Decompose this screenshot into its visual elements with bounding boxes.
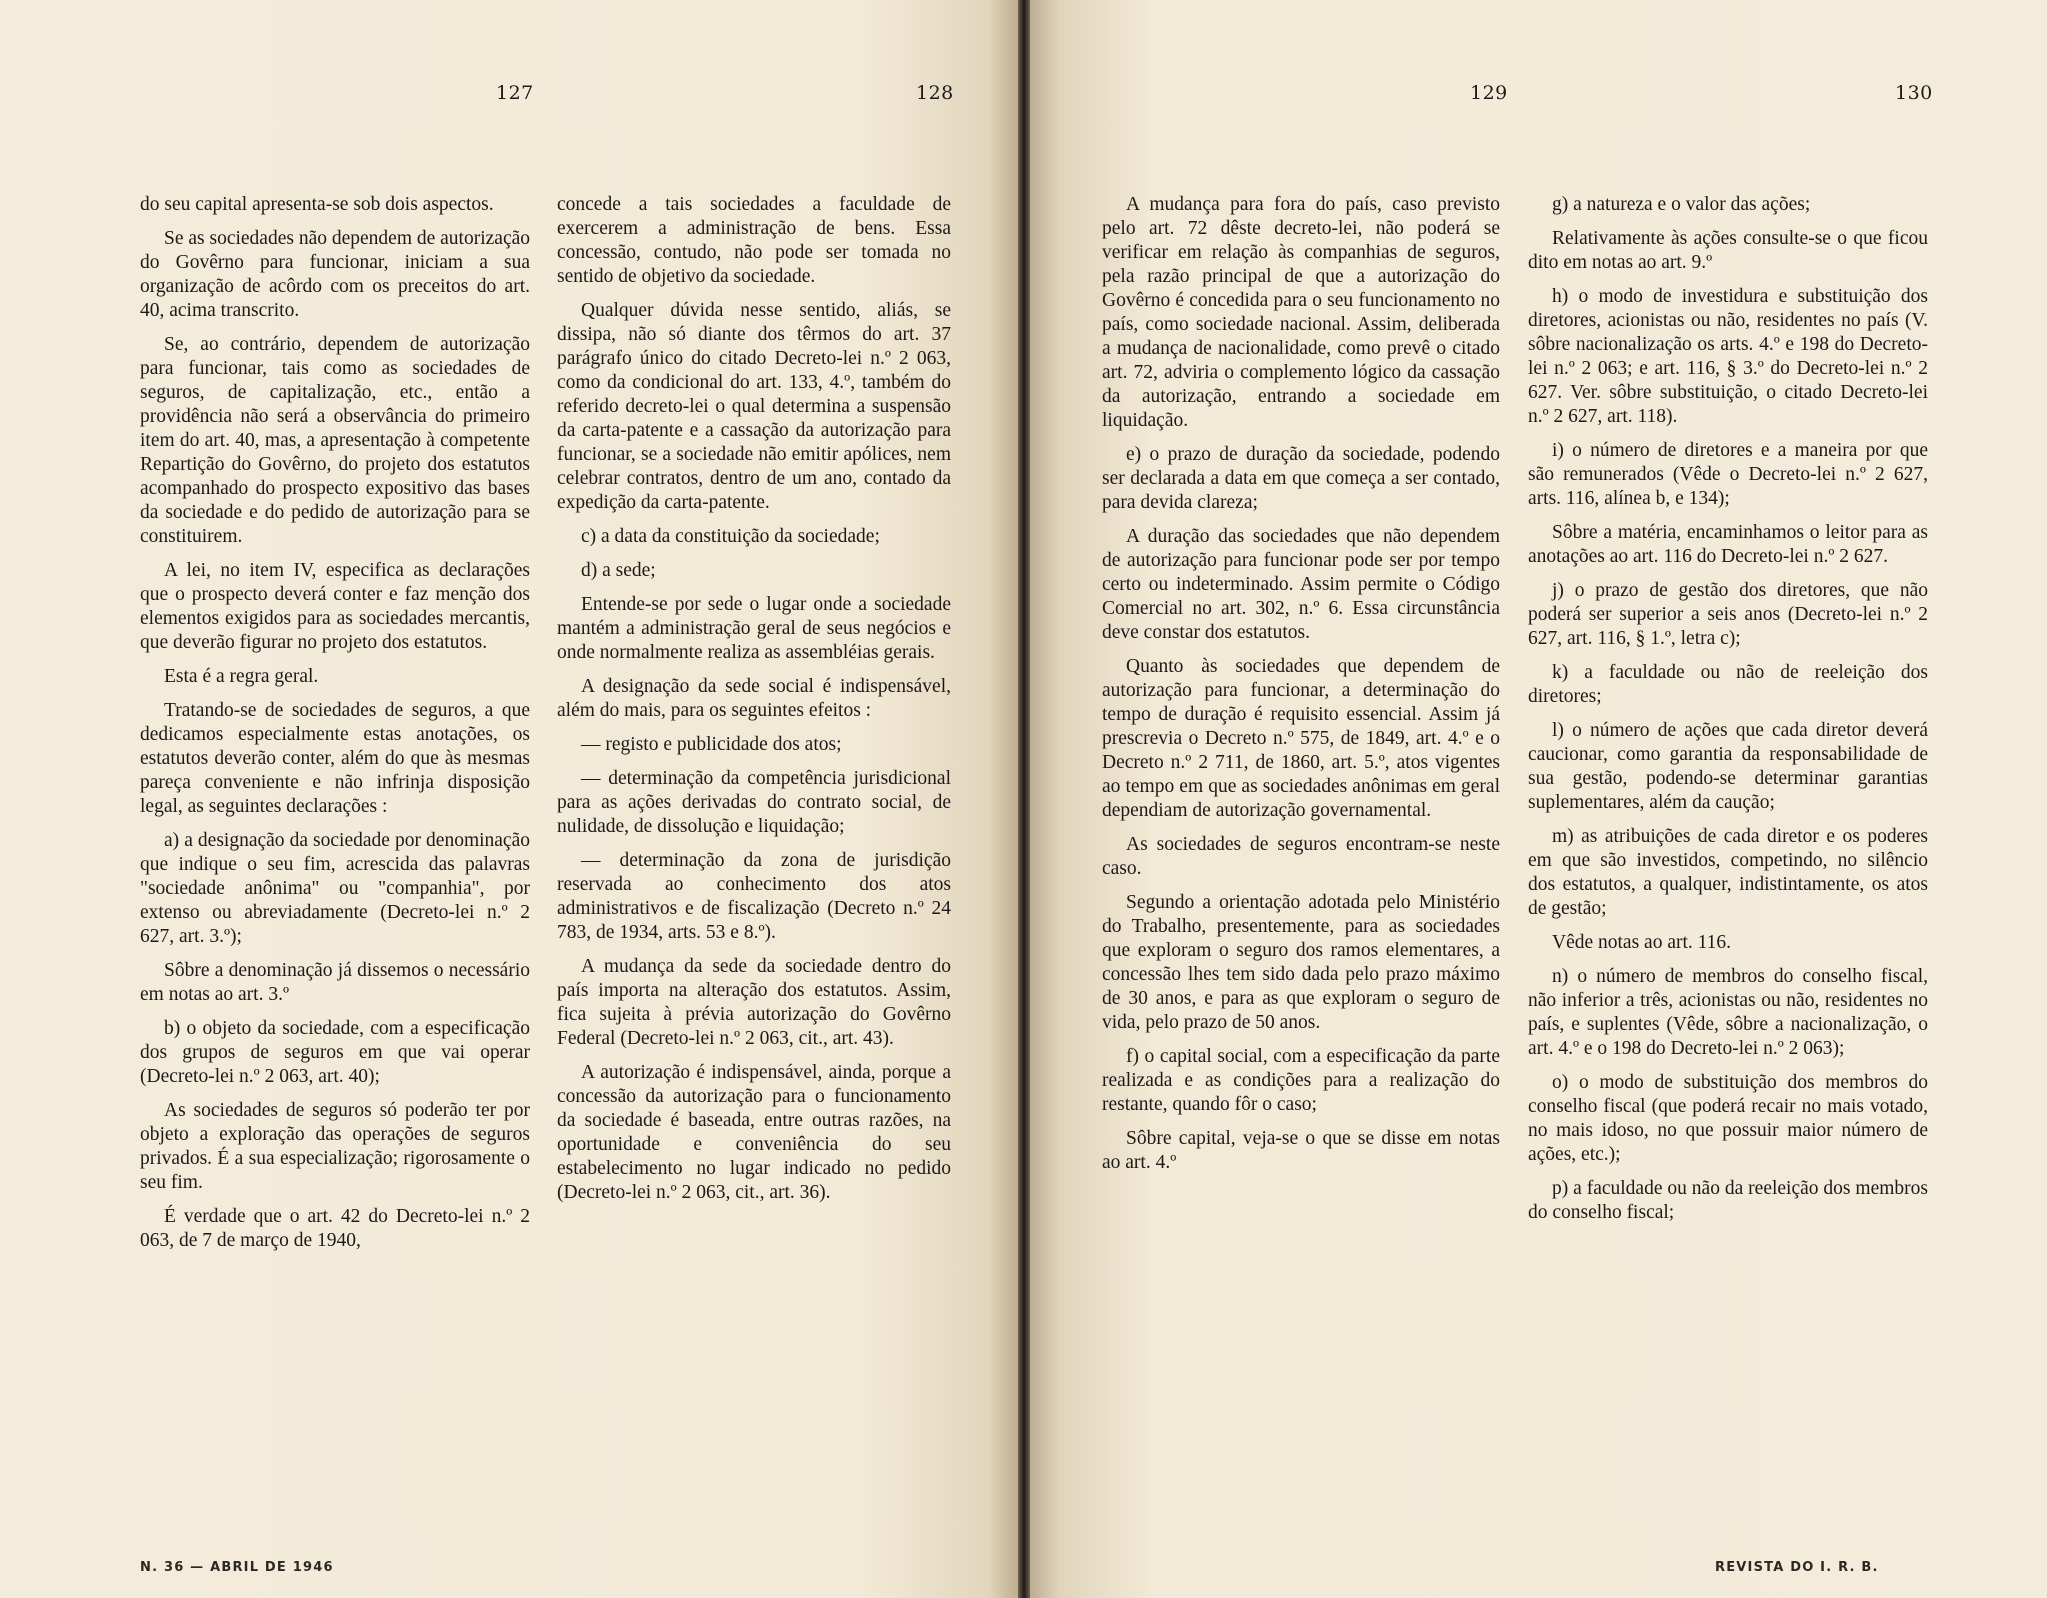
paragraph: A lei, no item IV, especifica as declarações que o prospecto deverá conter e faz menção dos elementos exigidos para as sociedades mercantis, que deverão figurar no projeto dos estatutos. [140, 560, 530, 653]
right-leaf [1030, 0, 2047, 1598]
page-number-127: 127 [496, 82, 534, 104]
paragraph: f) o capital social, com a especificação da parte realizada e as condições para a realização do restante, quando fôr o caso; [1102, 1046, 1500, 1115]
paragraph: n) o número de membros do conselho fiscal, não inferior a três, acionistas ou não, residentes no país, e suplentes (Vêde, sôbre a nacionalização, o art. 4.º e o 198 do Decreto-lei n.º 2 063); [1528, 966, 1928, 1059]
footer-journal: REVISTA DO I. R. B. [1715, 1560, 1879, 1575]
paragraph: A autorização é indispensável, ainda, porque a concessão da autorização para o funcionamento da sociedade é baseada, entre outras razões, na oportunidade e conveniência do seu estabelecimento no lugar indicado no pedido (Decreto-lei n.º 2 063, cit., art. 36). [557, 1062, 951, 1203]
paragraph: k) a faculdade ou não de reeleição dos diretores; [1528, 662, 1928, 707]
paragraph: A designação da sede social é indispensável, além do mais, para os seguintes efeitos : [557, 676, 951, 721]
paragraph: a) a designação da sociedade por denominação que indique o seu fim, acrescida das palavras "sociedade anônima" ou "companhia", por extenso ou abreviadamente (Decreto-lei n.º 2 627, art. 3.º); [140, 830, 530, 947]
paragraph: Sôbre a matéria, encaminhamos o leitor para as anotações ao art. 116 do Decreto-lei n.º 2 627. [1528, 522, 1928, 567]
paragraph: j) o prazo de gestão dos diretores, que não poderá ser superior a seis anos (Decreto-lei n.º 2 627, art. 116, § 1.º, letra c); [1528, 580, 1928, 649]
paragraph: Quanto às sociedades que dependem de autorização para funcionar, a determinação do tempo de duração é requisito essencial. Assim já prescrevia o Decreto n.º 575, de 1849, art. 4.º e o Decreto n.º 2 711, de 1860, art. 5.º, atos vigentes ao tempo em que as sociedades anônimas em geral dependiam de autorização governamental. [1102, 656, 1500, 821]
paragraph: — determinação da competência jurisdicional para as ações derivadas do contrato social, de nulidade, de dissolução e liquidação; [557, 768, 951, 837]
paragraph: A duração das sociedades que não dependem de autorização para funcionar pode ser por tempo certo ou indeterminado. Assim permite o Código Comercial no art. 302, n.º 6. Essa circunstância deve constar dos estatutos. [1102, 526, 1500, 643]
book-gutter [1018, 0, 1030, 1598]
left-leaf [0, 0, 1018, 1598]
paragraph: h) o modo de investidura e substituição dos diretores, acionistas ou não, residentes no país (V. sôbre nacionalização os arts. 4.º e 198 do Decreto-lei n.º 2 063; e art. 116, § 3.º do Decreto-lei n.º 2 627. Ver. sôbre substituição, o citado Decreto-lei n.º 2 627, art. 118). [1528, 286, 1928, 427]
paragraph: m) as atribuições de cada diretor e os poderes em que são investidos, competindo, no silêncio dos estatutos, a qualquer, indistintamente, os atos de gestão; [1528, 826, 1928, 919]
paragraph: A mudança para fora do país, caso previsto pelo art. 72 dêste decreto-lei, não poderá se verificar em relação às companhias de seguros, pela razão principal de que a autorização do Govêrno é concedida para o seu funcionamento no país, como sociedade nacional. Assim, deliberada a mudança de nacionalidade, como prevê o citado art. 72, adviria o complemento lógico da cassação da autorização, entrando a sociedade em liquidação. [1102, 194, 1500, 431]
column-page-129 [1102, 193, 1500, 1185]
paragraph: Qualquer dúvida nesse sentido, aliás, se dissipa, não só diante dos têrmos do art. 37 parágrafo único do citado Decreto-lei n.º 2 063, como da condicional do art. 133, 4.º, também do referido decreto-lei o qual determina a suspensão da carta-patente e a cassação da autorização para funcionar, se a sociedade não emitir apólices, nem celebrar contratos, dentro de um ano, contado da expedição da carta-patente. [557, 300, 951, 513]
page-number-129: 129 [1470, 82, 1508, 104]
paragraph: l) o número de ações que cada diretor deverá caucionar, como garantia da responsabilidade de sua gestão, podendo-se determinar garantias suplementares, além da caução; [1528, 720, 1928, 813]
paragraph: o) o modo de substituição dos membros do conselho fiscal (que poderá recair no mais votado, no mais idoso, no que possuir maior número de ações, etc.); [1528, 1072, 1928, 1165]
paragraph: e) o prazo de duração da sociedade, podendo ser declarada a data em que começa a ser contado, para devida clareza; [1102, 444, 1500, 513]
paragraph: d) a sede; [581, 560, 656, 581]
paragraph: concede a tais sociedades a faculdade de exercerem a administração de bens. Essa concessão, contudo, não pode ser tomada no sentido de objetivo da sociedade. [557, 194, 951, 287]
paragraph: do seu capital apresenta-se sob dois aspectos. [140, 194, 494, 215]
paragraph: As sociedades de seguros encontram-se neste caso. [1102, 834, 1500, 879]
paragraph: É verdade que o art. 42 do Decreto-lei n.º 2 063, de 7 de março de 1940, [140, 1206, 530, 1251]
paragraph: — determinação da zona de jurisdição reservada ao conhecimento dos atos administrativos e de fiscalização (Decreto n.º 24 783, de 1934, arts. 53 e 8.º). [557, 850, 951, 943]
paragraph: g) a natureza e o valor das ações; [1552, 194, 1811, 215]
paragraph: i) o número de diretores e a maneira por que são remunerados (Vêde o Decreto-lei n.º 2 627, arts. 116, alínea b, e 134); [1528, 440, 1928, 509]
page-number-128: 128 [916, 82, 954, 104]
paragraph: p) a faculdade ou não da reeleição dos membros do conselho fiscal; [1528, 1178, 1928, 1223]
paragraph: A mudança da sede da sociedade dentro do país importa na alteração dos estatutos. Assim, fica sujeita à prévia autorização do Govêrno Federal (Decreto-lei n.º 2 063, cit., art. 43). [557, 956, 951, 1049]
paragraph: Vêde notas ao art. 116. [1552, 932, 1732, 953]
footer-issue: N. 36 — ABRIL DE 1946 [140, 1560, 334, 1575]
paragraph: Sôbre a denominação já dissemos o necessário em notas ao art. 3.º [140, 960, 530, 1005]
column-page-130 [1528, 193, 1928, 1235]
paragraph: Se, ao contrário, dependem de autorização para funcionar, tais como as sociedades de seguros, de capitalização, etc., então a providência não será a observância do primeiro item do art. 40, mas, a apresentação à competente Repartição do Govêrno, do projeto dos estatutos acompanhado do prospecto expositivo das bases da sociedade e do pedido de autorização para se constituirem. [140, 334, 530, 547]
paragraph: c) a data da constituição da sociedade; [581, 526, 880, 547]
paragraph: Tratando-se de sociedades de seguros, a que dedicamos especialmente estas anotações, os estatutos deverão conter, além do que às mesmas pareça conveniente e não infrinja disposição legal, as seguintes declarações : [140, 700, 530, 817]
paragraph: Esta é a regra geral. [164, 666, 319, 687]
paragraph: As sociedades de seguros só poderão ter por objeto a exploração das operações de seguros privados. É a sua especialização; rigorosamente o seu fim. [140, 1100, 530, 1193]
paragraph: Segundo a orientação adotada pelo Ministério do Trabalho, presentemente, para as sociedades que exploram o seguro dos ramos elementares, a concessão lhes tem sido dada pelo prazo máximo de 30 anos, e para as que exploram o seguro de vida, pelo prazo de 50 anos. [1102, 892, 1500, 1033]
column-page-127 [140, 193, 530, 1263]
paragraph: Sôbre capital, veja-se o que se disse em notas ao art. 4.º [1102, 1128, 1500, 1173]
paragraph: b) o objeto da sociedade, com a especificação dos grupos de seguros em que vai operar (Decreto-lei n.º 2 063, art. 40); [140, 1018, 530, 1087]
page-number-130: 130 [1895, 82, 1933, 104]
paragraph: — registo e publicidade dos atos; [581, 734, 842, 755]
paragraph: Relativamente às ações consulte-se o que ficou dito em notas ao art. 9.º [1528, 228, 1928, 273]
column-page-128 [557, 193, 951, 1215]
paragraph: Se as sociedades não dependem de autorização do Govêrno para funcionar, iniciam a sua organização de acôrdo com os preceitos do art. 40, acima transcrito. [140, 228, 531, 321]
paragraph: Entende-se por sede o lugar onde a sociedade mantém a administração geral de seus negócios e onde normalmente realiza as assembléias gerais. [557, 594, 951, 663]
